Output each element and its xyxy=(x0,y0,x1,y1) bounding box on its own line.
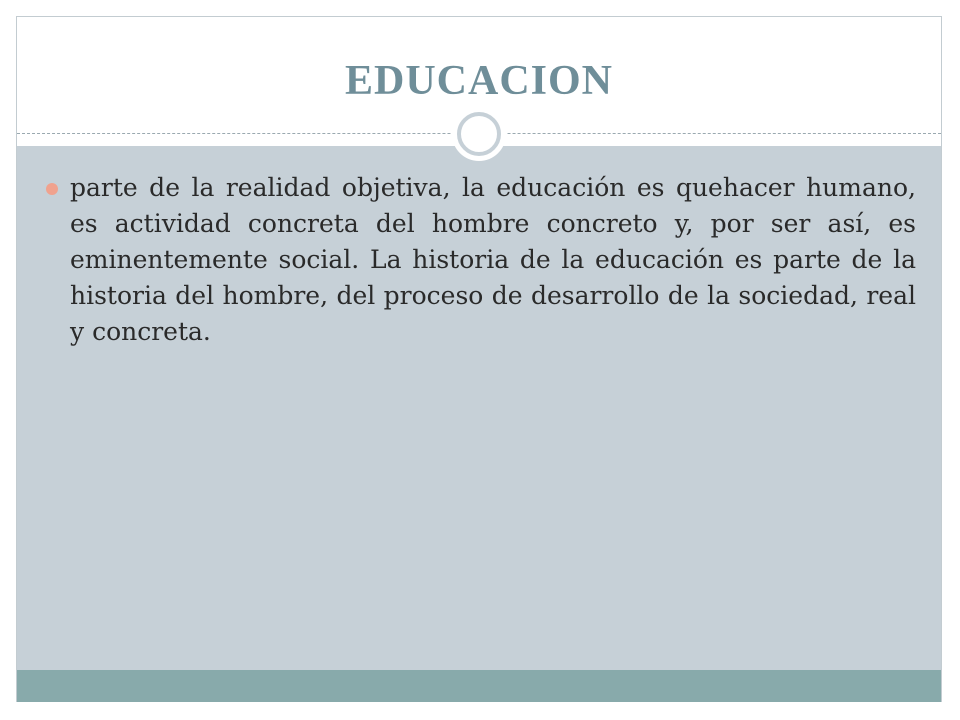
divider-circle-icon xyxy=(457,112,501,156)
bullet-dot-icon xyxy=(46,183,58,195)
slide-title: EDUCACION xyxy=(344,58,613,104)
bullet-text: parte de la realidad objetiva, la educación es quehacer humano, es actividad concreta del hombre concreto y, por ser así, es eminentemente social. La historia de la educación es parte de la historia del hombre, del proceso de desarrollo de la sociedad, real y concreta. xyxy=(70,173,916,346)
footer-band xyxy=(17,670,941,702)
